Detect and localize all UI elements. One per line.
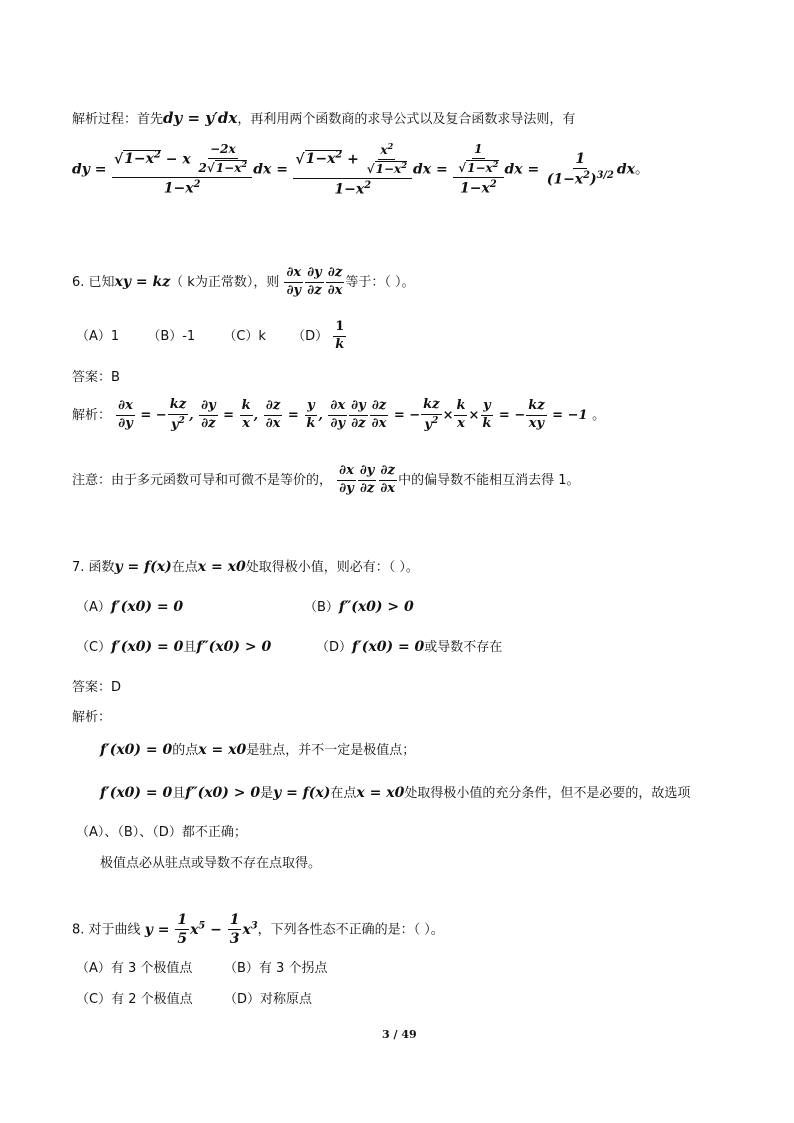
q7-option-a	[76, 596, 183, 615]
q7-stem	[72, 556, 419, 575]
q7-option-a-formula: f′(x0) = 0	[110, 599, 184, 615]
fraction-4: $\frac{1}{(1-x^2)^{3/2}}$	[546, 151, 614, 188]
q6-analysis-label: 解析：	[72, 408, 112, 424]
q8-prefix: 8. 对于曲线	[72, 922, 141, 938]
q7-option-b-label: （B）	[304, 600, 339, 615]
q6-condition: xy = kz	[114, 273, 171, 290]
q7-line2-point: x = x0	[356, 785, 405, 801]
q7-line2-formula-1: f′(x0) = 0	[100, 785, 173, 801]
q7-line2-func: y = f(x)	[273, 785, 331, 801]
q7-option-b	[304, 596, 414, 615]
q7-line2-suffix: 处取得极小值的充分条件，但不是必要的，故选项	[404, 786, 691, 801]
q6-analysis: 解析： $\frac{\partial x}{\partial y}$ = − $\frac{kz}{y^2}$ , $\frac{\partial y}{\partial z}$ = $\frac{k}{x}$ , $\frac{\partial z}{\partial x}$ = $\frac{y}{k}$ , $\frac{\partial x}{\partial y}$ $\frac{\partial y}{\partial z}$ $\frac{\partial z}{\partial x}$ = − $\frac{kz}{y^2}$ × $\frac{k}{x}$ × $\frac{y}{k}$ = − $\frac{kz}{xy}$ = −1 。	[72, 397, 606, 433]
q7-option-c-formula-2: f″(x0) > 0	[196, 639, 272, 655]
q7-line2-is: 是	[260, 786, 274, 801]
derivation-intro-text: 解析过程：首先	[72, 112, 164, 127]
q6-note-suffix: 中的偏导数不能相互消去得 1。	[398, 472, 580, 488]
q8-option-b: （B）有 3 个拐点	[224, 961, 328, 976]
q7-option-d-suffix: 或导数不存在	[424, 640, 503, 655]
q7-line2-mid: 在点	[330, 786, 357, 801]
q7-option-d	[316, 636, 502, 655]
q7-option-c-formula-1: f′(x0) = 0	[111, 639, 184, 655]
q7-analysis-label: 解析：	[72, 710, 112, 725]
q7-option-c	[76, 636, 271, 655]
q8-option-a: （A）有 3 个极值点	[76, 961, 193, 976]
q8-stem	[72, 912, 444, 947]
q7-option-b-formula: f″(x0) > 0	[338, 599, 414, 615]
page-number: 3 / 49	[382, 1028, 417, 1041]
fraction-2: $√1-x^2$ + $\frac{x^2}{√1-x^2}$ $1-x^2$	[293, 142, 412, 197]
q7-line1-point: x = x0	[198, 742, 247, 758]
fraction-3: $\frac{\frac{1}{√1-x^2}}{1-x^2}$	[453, 143, 503, 196]
q7-line2-formula-2: f″(x0) > 0	[185, 785, 261, 801]
q6-stem: 6. 已知xy = kz（ k为正常数），则 $\frac{\partial x}{\partial y}$ $\frac{\partial y}{\partial z}$ $\frac{\partial z}{\partial x}$ 等于：（ ）。	[72, 265, 415, 298]
q8-suffix: ，下列各性态不正确的是：（ ）。	[257, 922, 444, 938]
q6-answer: 答案：B	[72, 370, 120, 385]
q7-suffix: 处取得极小值，则必有：（ ）。	[245, 560, 419, 575]
q7-option-d-formula: f′(x0) = 0	[352, 639, 425, 655]
q6-option-d-fraction: $\frac{1}{k}$	[335, 319, 345, 352]
equation-lhs: dy =	[72, 161, 107, 178]
q7-line1-suffix: 是驻点，并不一定是极值点；	[246, 743, 416, 758]
q7-line2-and: 且	[172, 786, 186, 801]
q7-analysis-line-1	[100, 739, 415, 758]
derivation-rest-text: ，再利用两个函数商的求导公式以及复合函数求导法则，有	[237, 112, 576, 127]
q7-option-c-and: 且	[183, 640, 197, 655]
q6-option-d: （D）	[292, 328, 329, 344]
q7-option-d-label: （D）	[316, 640, 353, 655]
q6-paren: （ k为正常数），则	[170, 274, 280, 290]
q7-analysis-line-2	[100, 782, 690, 801]
q8-curve-formula: y = $\frac{1}{5}$ $x^5$ − $\frac{1}{3}$ $x^3$	[144, 912, 258, 948]
q6-option-a: （A）1	[76, 328, 120, 344]
q7-line1-mid: 的点	[172, 743, 199, 758]
q8-option-d: （D）对称原点	[224, 992, 313, 1007]
q7-analysis-line-3: （A）、（B）、（D）都不正确；	[76, 825, 247, 840]
derivation-formula: dy = y′dx	[163, 109, 238, 127]
q6-prefix: 6. 已知	[72, 274, 115, 290]
q7-option-c-label: （C）	[76, 640, 112, 655]
q7-line1-formula: f′(x0) = 0	[100, 742, 173, 758]
q7-answer: 答案：D	[72, 680, 122, 695]
q6-options	[76, 320, 347, 353]
q7-option-a-label: （A）	[76, 600, 111, 615]
q6-option-b: （B）-1	[147, 328, 196, 344]
q7-point: x = x0	[197, 559, 246, 575]
q6-note: 注意：由于多元函数可导和可微不是等价的， $\frac{\partial x}{\partial y}$ $\frac{\partial y}{\partial z}$ $\frac{\partial z}{\partial x}$ 中的偏导数不能相互消去得 1。	[72, 463, 580, 496]
q8-option-c: （C）有 2 个极值点	[76, 992, 193, 1007]
q7-analysis-line-4: 极值点必从驻点或导数不存在点取得。	[100, 856, 322, 871]
q6-option-c: （C）k	[223, 328, 266, 344]
q6-note-prefix: 注意：由于多元函数可导和可微不是等价的，	[72, 472, 333, 488]
q7-mid: 在点	[171, 560, 198, 575]
q7-prefix: 7. 函数	[72, 560, 115, 575]
fraction-1: $√1-x^2 - x$ $\frac{-2x}{2√1-x^2}$ $1-x^2$	[112, 143, 252, 196]
derivative-equation: dy = $√1-x^2 - x$ $\frac{-2x}{2√1-x^2}$ $1-x^2$ dx = $√1-x^2$ + $\frac{x^2}{√1-x^2}$ $1-x^2$ dx = $\frac{\frac{1}{√1-x^2}}{1-x^2}$ dx = $\frac{1}{(1-x^2)^{3/2}}$ dx。	[72, 141, 649, 198]
q6-suffix: 等于：（ ）。	[345, 274, 415, 290]
derivation-line	[72, 108, 575, 127]
q7-func: y = f(x)	[114, 559, 172, 575]
